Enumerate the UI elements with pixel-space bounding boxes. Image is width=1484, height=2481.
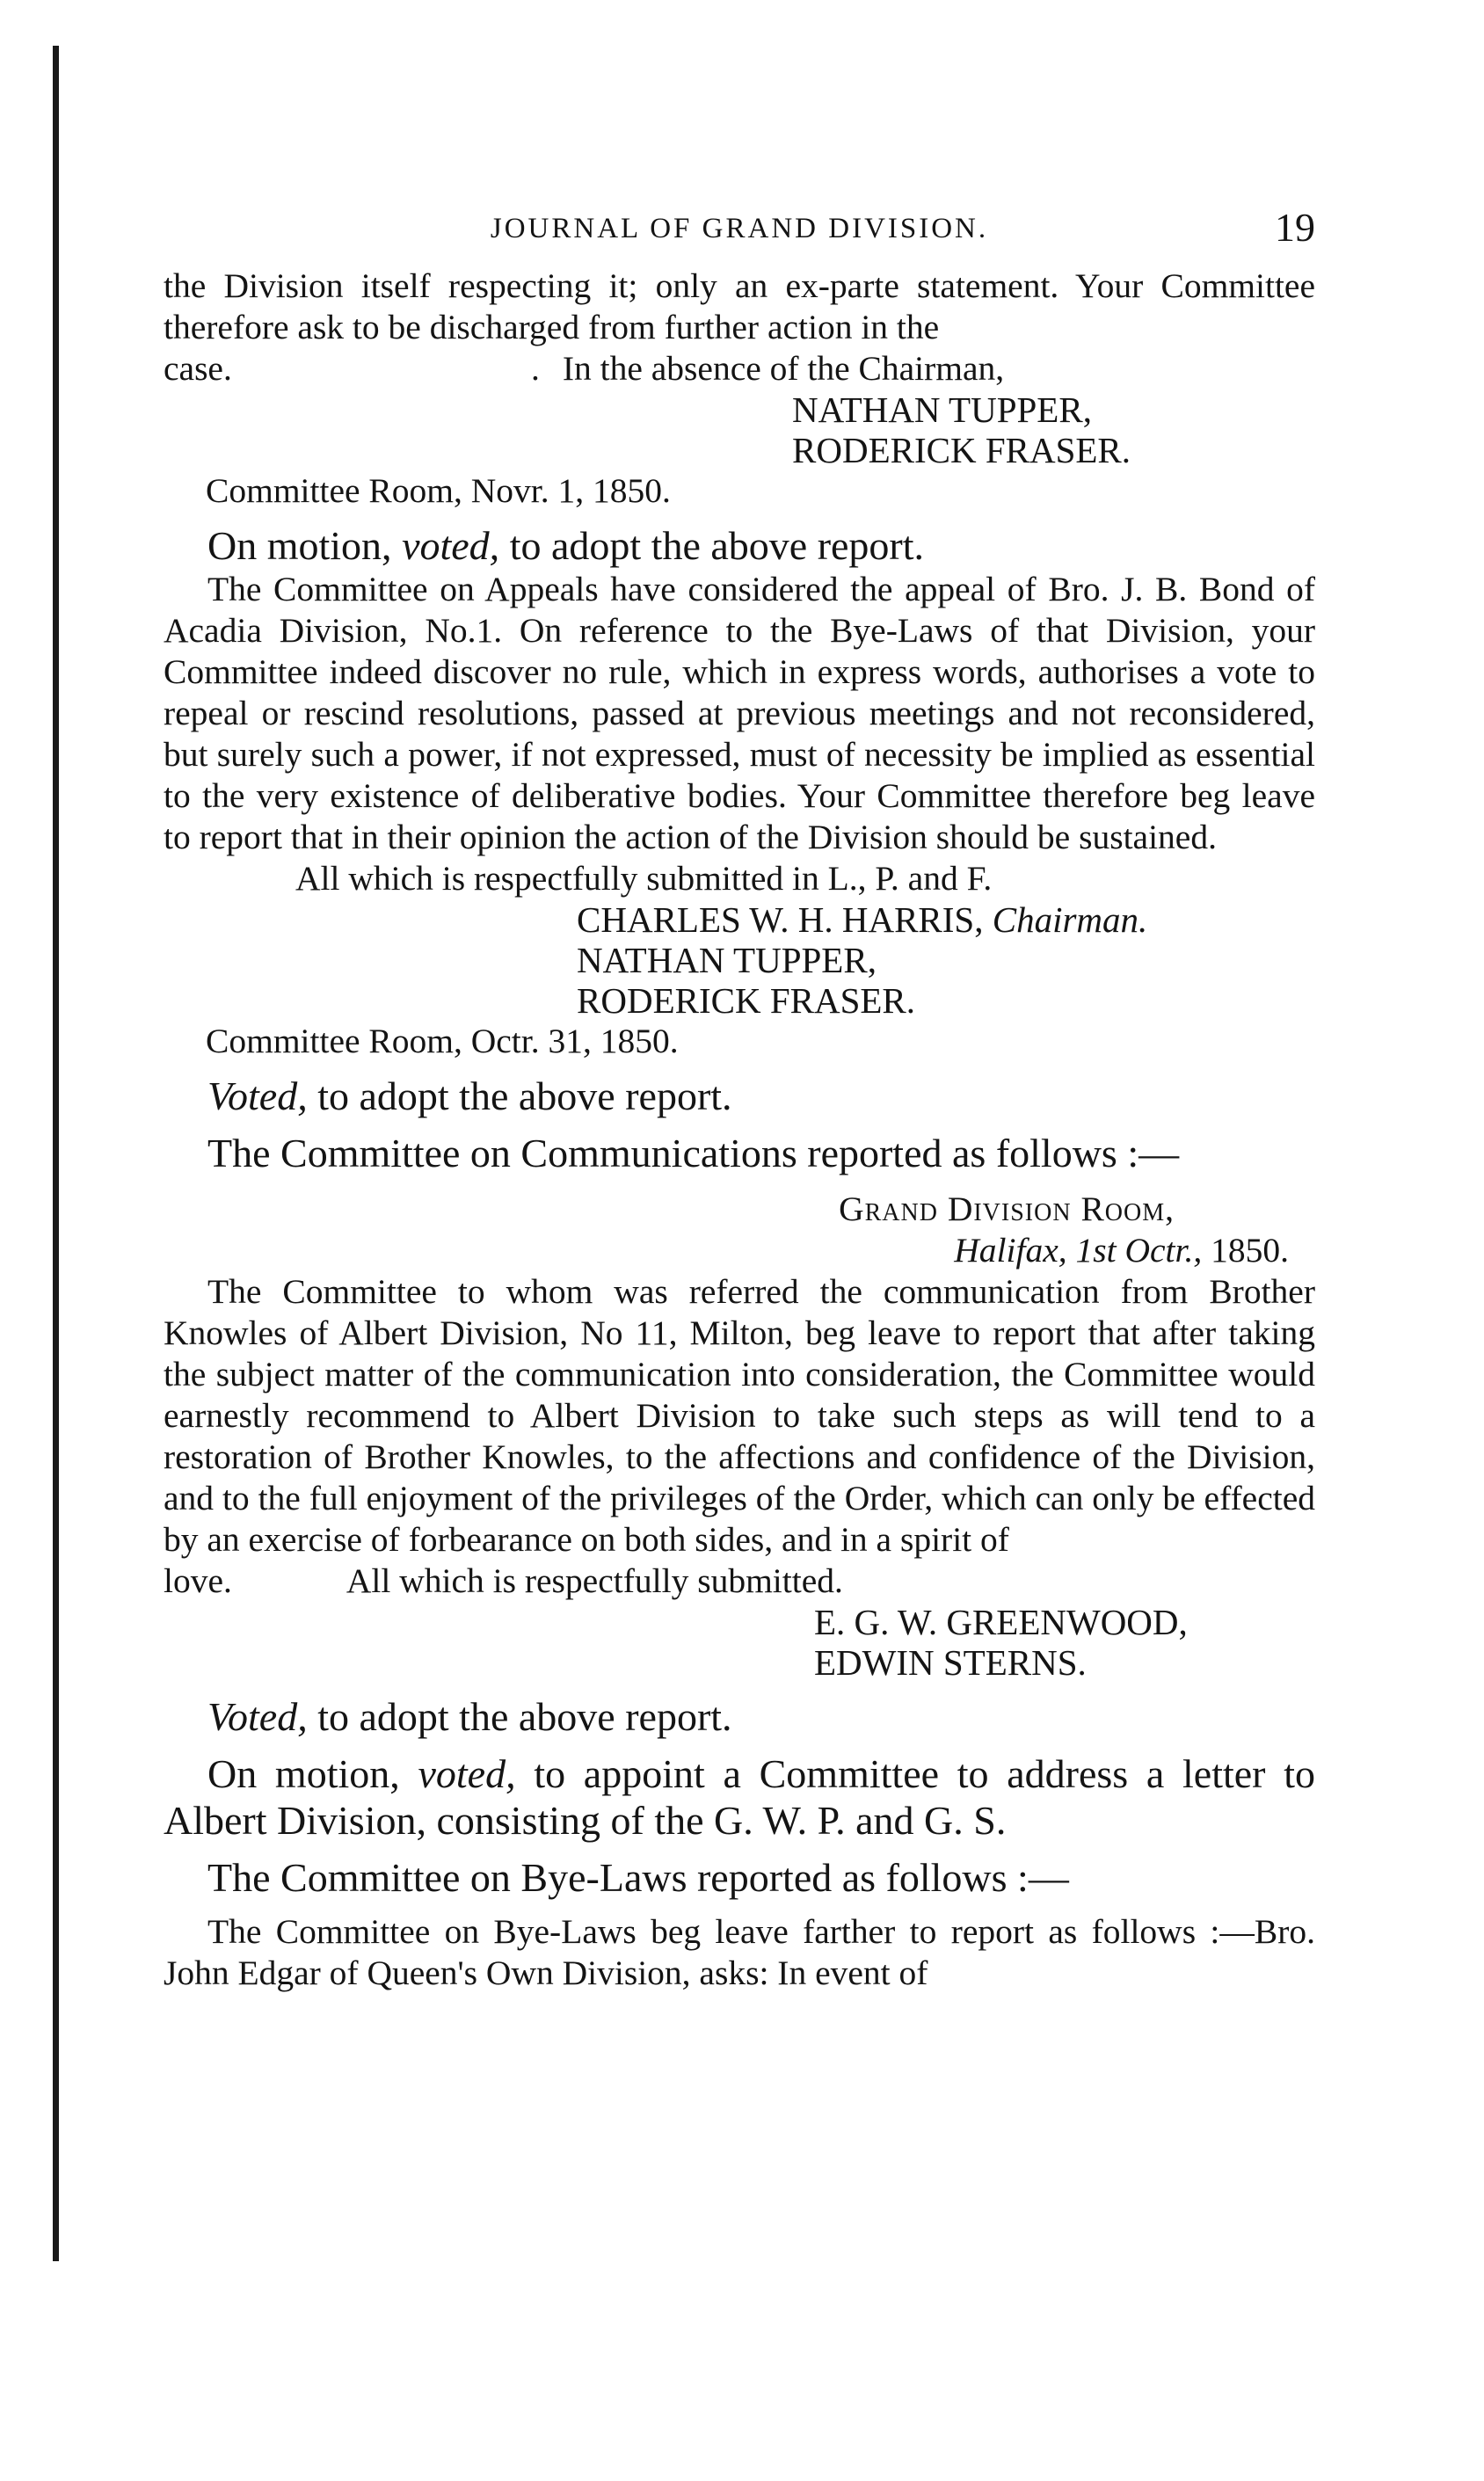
motion-line: On motion, voted, to adopt the above report. [207, 523, 925, 568]
signature-name: NATHAN TUPPER, [792, 389, 1092, 430]
signature-block-2 [164, 899, 1315, 1021]
byelaws-report: The Committee on Bye-Laws beg leave farther to report as follows :—Bro. John Edgar of Queen's Own Division, asks: In event of [164, 1912, 1315, 1992]
motion-appoint-committee: On motion, voted, to appoint a Committee to address a letter to Albert Division, consisting of the G. W. P. and G. S. [164, 1751, 1315, 1843]
signature-block-3 [164, 1602, 1315, 1683]
scan-edge-line [53, 46, 59, 2261]
signature-name: RODERICK FRASER. [792, 430, 1131, 470]
signature-name: CHARLES W. H. HARRIS, Chairman. [577, 899, 1148, 940]
communications-report-last-line: love. All which is respectfully submitted. [164, 1561, 843, 1600]
appeals-report: The Committee on Appeals have considered the appeal of Bro. J. B. Bond of Acadia Division, No.1. On reference to the Bye-Laws of that Division, your Committee indeed discover no rule, which in express words, authorises a vote to repeal or rescind resolutions, passed at previous meetings and not reconsidered, but surely such a power, if not expressed, must of necessity be implied as essential to the very existence of deliberative bodies. Your Committee therefore beg leave to report that in their opinion the action of the Division should be sustained. [164, 570, 1315, 856]
place-date-block [164, 1189, 1315, 1271]
byelaws-heading: The Committee on Bye-Laws reported as follows :— [207, 1855, 1069, 1900]
book-page [164, 204, 1315, 1994]
committee-room-date: Committee Room, Octr. 31, 1850. [206, 1022, 679, 1060]
signature-name: E. G. W. GREENWOOD, [814, 1602, 1188, 1642]
running-head [164, 204, 1315, 258]
voted-line: Voted, to adopt the above report. [207, 1073, 732, 1118]
date-line: Halifax, 1st Octr., 1850. [954, 1231, 1289, 1270]
submitted-line: All which is respectfully submitted in L., P. and F. [295, 859, 993, 898]
page-number: 19 [1275, 205, 1315, 250]
paragraph-continuation: the Division itself respecting it; only an ex-parte statement. Your Committee therefore ask to be discharged from further action in the [164, 266, 1315, 346]
voted-line: Voted, to adopt the above report. [207, 1694, 732, 1739]
communications-heading: The Committee on Communications reported as follows :— [207, 1131, 1180, 1175]
place-line: Grand Division Room, [839, 1190, 1175, 1228]
signature-name: EDWIN STERNS. [814, 1642, 1087, 1683]
committee-room-date: Committee Room, Novr. 1, 1850. [206, 471, 671, 510]
signature-name: RODERICK FRASER. [577, 980, 916, 1021]
paragraph-continuation-last-line: case. . In the absence of the Chairman, [164, 349, 1005, 388]
signature-name: NATHAN TUPPER, [577, 940, 877, 980]
running-title: JOURNAL OF GRAND DIVISION. [490, 213, 989, 244]
communications-report: The Committee to whom was referred the communication from Brother Knowles of Albert Division, No 11, Milton, beg leave to report that after taking the subject matter of the communication into consideration, the Committee would earnestly recommend to Albert Division to take such steps as will tend to a restoration of Brother Knowles, to the affections and confidence of the Division, and to the full enjoyment of the privileges of the Order, which can only be effected by an exercise of forbearance on both sides, and in a spirit of [164, 1272, 1315, 1559]
signature-block-1 [164, 389, 1315, 470]
